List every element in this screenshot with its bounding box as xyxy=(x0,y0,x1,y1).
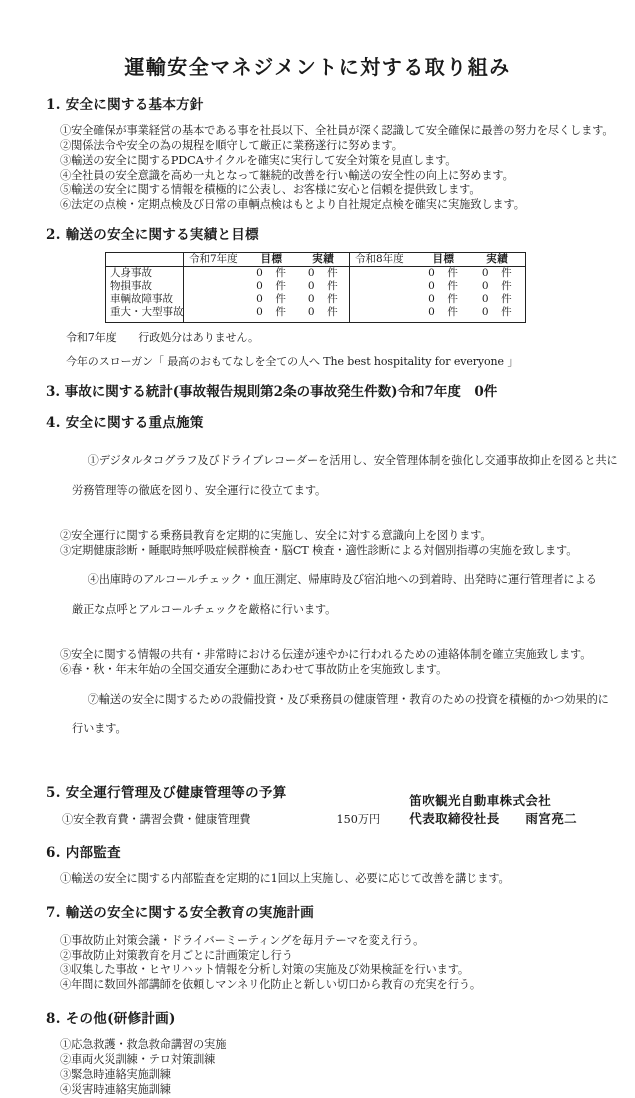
row-year-cell-r7 xyxy=(184,293,246,306)
row-target-r8: 0 件 xyxy=(428,267,459,280)
list-item: ②事故防止対策教育を月ごとに計画策定し行う xyxy=(60,948,293,962)
row-actual-r8: 0 件 xyxy=(481,267,513,280)
list-item: ②車両火災訓練・テロ対策訓練 xyxy=(60,1052,216,1066)
signature-block xyxy=(409,792,577,828)
section-8-heading: 8. その他(研修計画) xyxy=(46,1011,176,1028)
page-title: 運輸安全マネジメントに対する取り組み xyxy=(124,55,511,79)
row-label: 車輌故障事故 xyxy=(110,293,173,306)
table-header-year-r8: 令和8年度 xyxy=(350,253,418,267)
spacer-cell xyxy=(418,319,470,323)
section-7-safety-education-plan xyxy=(0,905,635,993)
list-item: ④災害時連絡実施訓練 xyxy=(60,1082,171,1096)
performance-table-wrapper xyxy=(0,252,635,323)
list-item: ⑥法定の点検・定期点検及び日常の車輌点検はもとより自社規定点検を確実に実施致します。 xyxy=(60,198,525,212)
section-7-heading: 7. 輸送の安全に関する安全教育の実施計画 xyxy=(46,904,315,921)
table-header-target-r7: 目標 xyxy=(260,253,283,266)
list-item-continuation: 厳正な点呼とアルコールチェックを厳格に行います。 xyxy=(72,603,337,617)
list-item: ③定期健康診断・睡眠時無呼吸症候群検査・脳CT 検査・適性診断による対個別指導の実施を致します。 xyxy=(60,543,578,557)
row-target-r8: 0 件 xyxy=(428,306,459,319)
list-item: ⑤安全に関する情報の共有・非常時における伝達が速やかに行われるための連絡体制を確立実施致します。 xyxy=(60,647,592,661)
list-item-continuation: 行います。 xyxy=(72,722,127,736)
row-actual-r8: 0 件 xyxy=(481,280,513,293)
section-2-results-and-targets xyxy=(0,227,635,369)
row-target-r8: 0 件 xyxy=(428,293,459,306)
row-actual-r8: 0 件 xyxy=(481,293,513,306)
row-label: 重大・大型事故 xyxy=(110,306,184,319)
section-2-heading: 2. 輸送の安全に関する実績と目標 xyxy=(46,227,259,244)
section-7-item-list xyxy=(0,934,635,994)
table-header-row xyxy=(106,253,526,267)
row-actual-r7: 0 件 xyxy=(307,280,339,293)
table-spacer-row xyxy=(106,319,526,323)
table-row xyxy=(106,267,526,281)
list-item: ④年間に数回外部講師を依頼しマンネリ化防止と新しい切口から教育の充実を行う。 xyxy=(60,978,481,992)
spacer-cell xyxy=(298,319,350,323)
list-item xyxy=(60,678,635,767)
row-actual-r7: 0 件 xyxy=(307,293,339,306)
list-item: ①輸送の安全に関する内部監査を定期的に1回以上実施し、必要に応じて改善を講じます。 xyxy=(60,871,510,885)
section-5-heading: 5. 安全運行管理及び健康管理等の予算 xyxy=(46,785,287,802)
slogan-note: 今年のスローガン「 最高のおもてなしを全ての人へ The best hospitality for everyone 」 xyxy=(66,355,519,369)
section-6-internal-audit xyxy=(0,845,635,887)
spacer-cell xyxy=(246,319,298,323)
section-4-item-list xyxy=(0,439,635,767)
row-target-r8: 0 件 xyxy=(428,280,459,293)
list-item-text: ⑦輸送の安全に関するための設備投資・及び乗務員の健康管理・教育のための投資を積極的かつ効果的に xyxy=(87,692,609,706)
signature-company: 笛吹観光自動車株式会社 xyxy=(409,792,552,808)
section-6-heading: 6. 内部監査 xyxy=(46,845,121,862)
section-8-other-training-plan xyxy=(0,1011,635,1097)
table-header-target-r8: 目標 xyxy=(432,253,455,266)
table-row xyxy=(106,293,526,306)
row-year-cell-r7 xyxy=(184,280,246,293)
list-item: ⑤輸送の安全に関する情報を積極的に公表し、お客様に安心と信頼を提供致します。 xyxy=(60,183,481,197)
row-year-cell-r7 xyxy=(184,306,246,319)
row-actual-r7: 0 件 xyxy=(307,267,339,280)
section-4-heading: 4. 安全に関する重点施策 xyxy=(46,414,204,431)
section-3-heading: 3. 事故に関する統計(事故報告規則第2条の事故発生件数)令和7年度 0件 xyxy=(46,383,498,400)
row-actual-r7: 0 件 xyxy=(307,306,339,319)
list-item xyxy=(60,559,635,648)
list-item-text: ④出庫時のアルコールチェック・血圧測定、帰庫時及び宿泊地への到着時、出発時に運行管理者による xyxy=(87,573,597,587)
row-target-r7: 0 件 xyxy=(256,306,287,319)
row-target-r7: 0 件 xyxy=(256,267,287,280)
table-row xyxy=(106,306,526,319)
list-item xyxy=(60,439,635,528)
spacer-cell xyxy=(350,319,418,323)
list-item: ①応急救護・救急救命講習の実施 xyxy=(60,1038,227,1052)
row-label: 人身事故 xyxy=(110,267,152,280)
row-year-cell-r8 xyxy=(350,293,418,306)
section-3-accident-statistics xyxy=(0,384,635,401)
section-4-priority-measures xyxy=(0,415,635,767)
signature-title-name: 代表取締役社長 雨宮亮二 xyxy=(409,810,577,826)
table-header-actual-r8: 実績 xyxy=(486,253,509,266)
section-8-item-list xyxy=(0,1038,635,1098)
list-item: ④全社員の安全意識を高め一丸となって継続的改善を行い輸送の安全性の向上に努めます。 xyxy=(60,168,514,182)
row-year-cell-r8 xyxy=(350,280,418,293)
row-label: 物損事故 xyxy=(110,280,152,293)
spacer-cell xyxy=(106,319,184,323)
spacer-cell xyxy=(184,319,246,323)
row-actual-r8: 0 件 xyxy=(481,306,513,319)
row-year-cell-r8 xyxy=(350,306,418,319)
list-item: ③輸送の安全に関するPDCAサイクルを確実に実行して安全対策を見直します。 xyxy=(60,153,457,167)
list-item: ⑥春・秋・年末年始の全国交通安全運動にあわせて事故防止を実施致します。 xyxy=(60,662,448,676)
budget-amount: 150万円 xyxy=(336,812,381,826)
section-1-basic-policy xyxy=(0,97,635,213)
spacer-cell xyxy=(470,319,526,323)
table-row xyxy=(106,280,526,293)
table-header-actual-r7: 実績 xyxy=(312,253,335,266)
table-header-year-r7: 令和7年度 xyxy=(184,253,246,267)
section-1-item-list xyxy=(0,124,635,213)
list-item: ②安全運行に関する乗務員教育を定期的に実施し、安全に対する意識向上を図ります。 xyxy=(60,528,492,542)
table-corner-cell xyxy=(106,253,184,267)
performance-table xyxy=(105,252,526,323)
list-item: ②関係法令や安全の為の規程を順守して厳正に業務遂行に努めます。 xyxy=(60,138,403,152)
row-year-cell-r8 xyxy=(350,267,418,281)
row-target-r7: 0 件 xyxy=(256,280,287,293)
row-year-cell-r7 xyxy=(184,267,246,281)
list-item: ①事故防止対策会議・ドライバーミーティングを毎月テーマを変え行う。 xyxy=(60,933,425,947)
budget-label: ①安全教育費・講習会費・健康管理費 xyxy=(62,812,251,826)
administrative-disposition-note: 令和7年度 行政処分はありません。 xyxy=(66,331,259,345)
list-item: ③収集した事故・ヒヤリハット情報を分析し対策の実施及び効果検証を行います。 xyxy=(60,963,470,977)
section-6-item-list xyxy=(0,872,635,887)
list-item-text: ①デジタルタコグラフ及びドライブレコーダーを活用し、安全管理体制を強化し交通事故抑止を図ると共に xyxy=(87,454,618,468)
list-item: ①安全確保が事業経営の基本である事を社長以下、全社員が深く認識して安全確保に最善の努力を尽くします。 xyxy=(60,123,614,137)
row-target-r7: 0 件 xyxy=(256,293,287,306)
section-1-heading: 1. 安全に関する基本方針 xyxy=(46,97,204,113)
list-item-continuation: 労務管理等の徹底を図り、安全運行に役立てます。 xyxy=(72,484,327,498)
list-item: ③緊急時連絡実施訓練 xyxy=(60,1067,171,1081)
